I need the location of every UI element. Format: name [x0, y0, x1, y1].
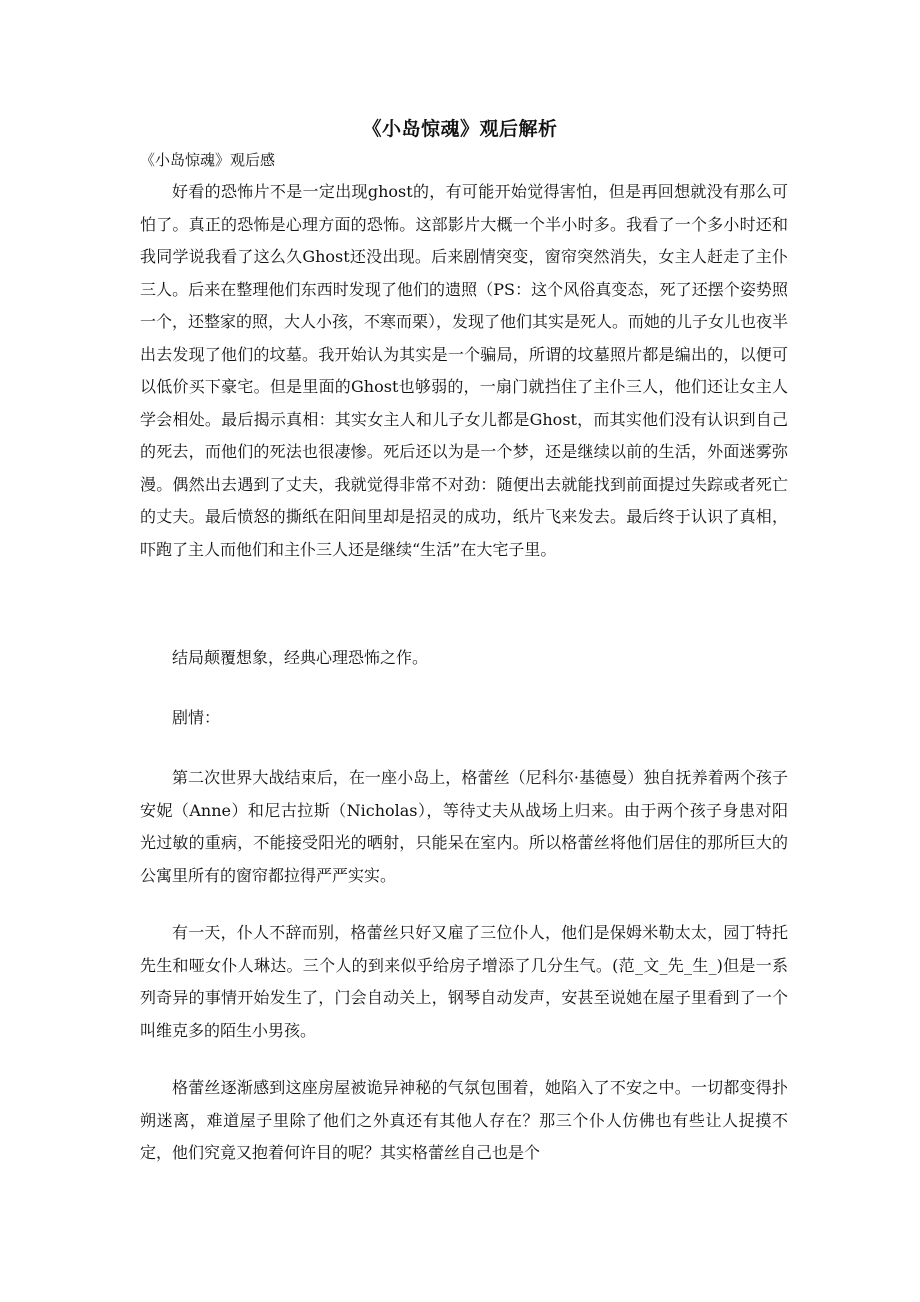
- paragraph-plot-2: [140, 917, 788, 1047]
- document-title: 《小岛惊魂》观后解析: [362, 118, 558, 140]
- paragraph-review: [140, 176, 788, 566]
- paragraph-plot-3: [140, 1072, 788, 1170]
- document-subtitle: 《小岛惊魂》观后感: [140, 151, 276, 169]
- paragraph-plot-heading: [140, 702, 788, 735]
- paragraph-text: 格蕾丝逐渐感到这座房屋被诡异神秘的气氛包围着，她陷入了不安之中。一切都变得扑朔迷离，难道屋子里除了他们之外真还有其他人存在？那三个仆人仿佛也有些让人捉摸不定，他们究竟又抱着何许目的呢？其实格蕾丝自己也是个: [140, 1078, 788, 1162]
- paragraph-text: 好看的恐怖片不是一定出现ghost的，有可能开始觉得害怕，但是再回想就没有那么可怕了。真正的恐怖是心理方面的恐怖。这部影片大概一个半小时多。我看了一个多小时还和我同学说我看了这么久Ghost还没出现。后来剧情突变，窗帘突然消失，女主人赶走了主仆三人。后来在整理他们东西时发现了他们的遗照（PS：这个风俗真变态，死了还摆个姿势照一个，还整家的照，大人小孩，不寒而栗），发现了他们其实是死人。而她的儿子女儿也夜半出去发现了他们的坟墓。我开始认为其实是一个骗局，所谓的坟墓照片都是编出的，以便可以低价买下豪宅。但是里面的Ghost也够弱的，一扇门就挡住了主仆三人，他们还让女主人学会相处。最后揭示真相：其实女主人和儿子女儿都是Ghost，而其实他们没有认识到自己的死去，而他们的死法也很凄惨。死后还以为是一个梦，还是继续以前的生活，外面迷雾弥漫。偶然出去遇到了丈夫，我就觉得非常不对劲：随便出去就能找到前面提过失踪或者死亡的丈夫。最后愤怒的撕纸在阳间里却是招灵的成功，纸片飞来发去。最后终于认识了真相，吓跑了主人而他们和主仆三人还是继续“生活”在大宅子里。: [140, 182, 789, 559]
- paragraph-text: 有一天，仆人不辞而别，格蕾丝只好又雇了三位仆人，他们是保姆米勒太太，园丁特托先生和哑女仆人琳达。三个人的到来似乎给房子增添了几分生气。(范_文_先_生_)但是一系列奇异的事情开始发生了，门会自动关上，钢琴自动发声，安甚至说她在屋子里看到了一个叫维克多的陌生小男孩。: [140, 923, 788, 1040]
- paragraph-text: 第二次世界大战结束后，在一座小岛上，格蕾丝（尼科尔·基德曼）独自抚养着两个孩子安妮（Anne）和尼古拉斯（Nicholas），等待丈夫从战场上归来。由于两个孩子身患对阳光过敏的重病，不能接受阳光的晒射，只能呆在室内。所以格蕾丝将他们居住的那所巨大的公寓里所有的窗帘都拉得严严实实。: [140, 768, 788, 885]
- paragraph-text: 结局颠覆想象，经典心理恐怖之作。: [172, 648, 429, 667]
- paragraph-text: 剧情：: [172, 708, 221, 727]
- paragraph-conclusion: [140, 642, 788, 675]
- paragraph-plot-1: [140, 762, 788, 892]
